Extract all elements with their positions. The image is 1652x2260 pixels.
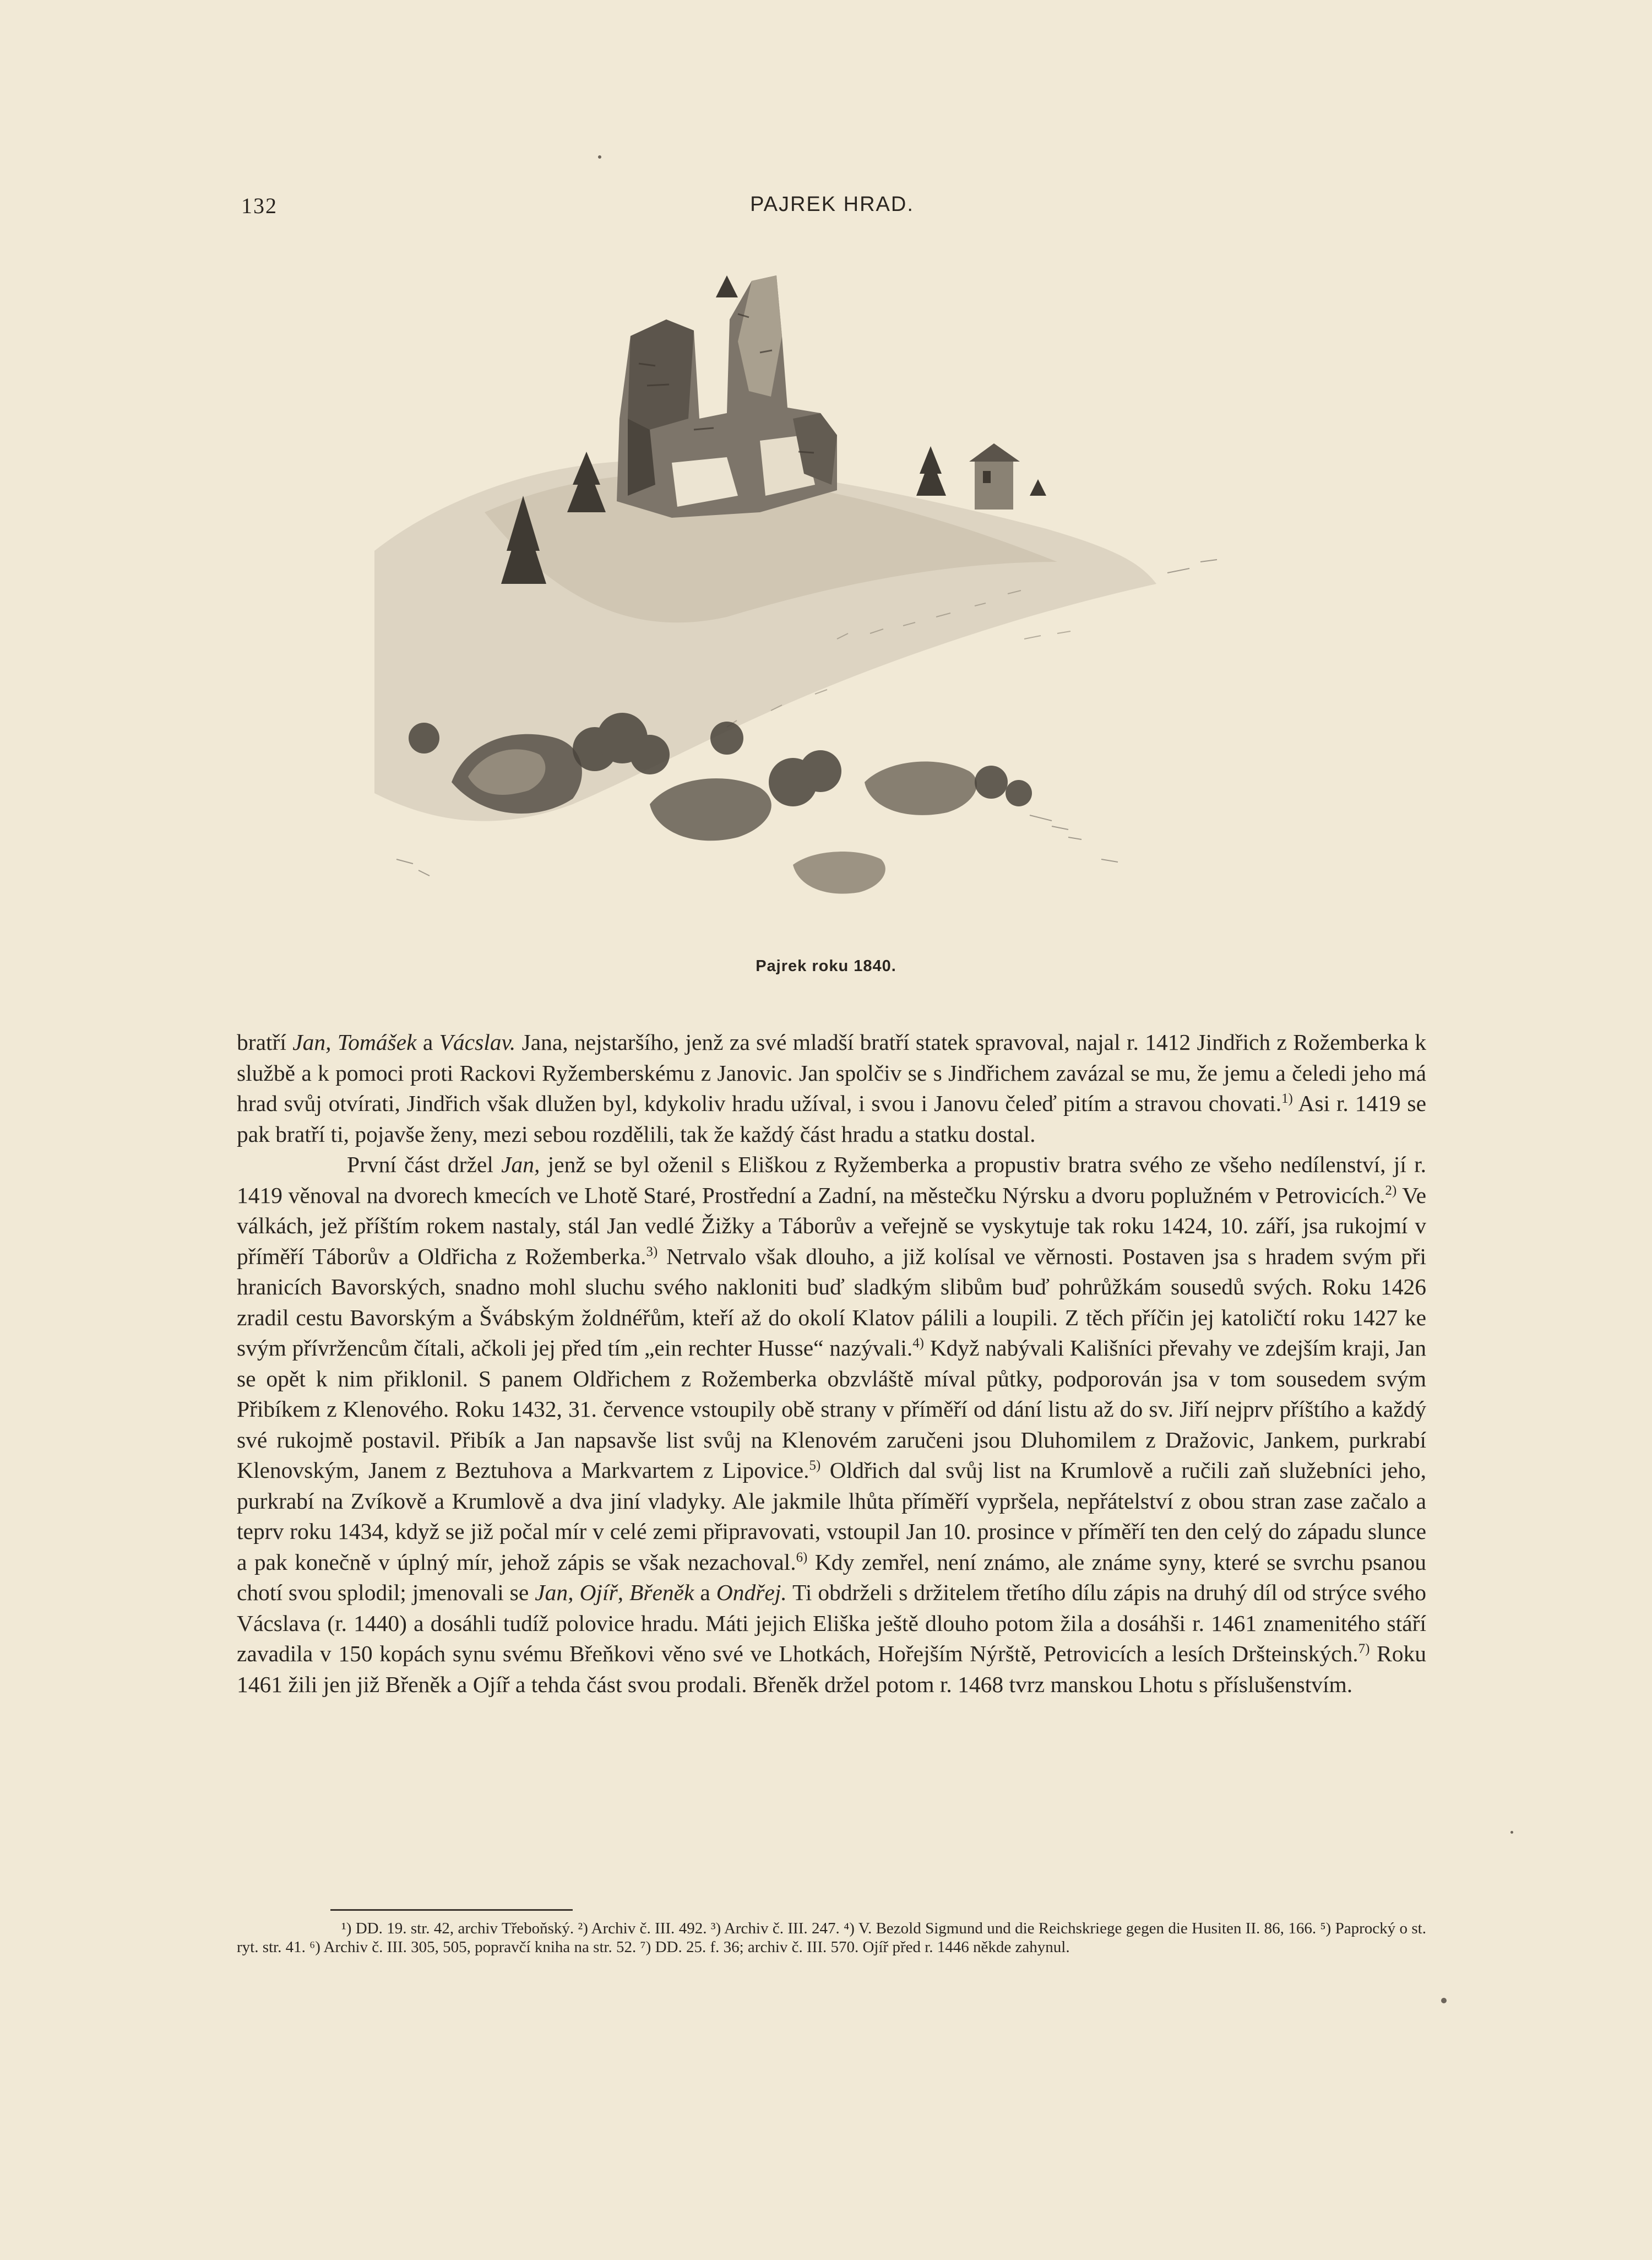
page-number: 132: [241, 193, 278, 218]
castle-ruin: [617, 275, 837, 518]
text-run: Ti obdrželi s držitelem třetího dílu zápis na druhý díl od strýce svého Vácslava (r. 1440) a dosáhli tudíž polovice hradu. Máti jejich Eliška ještě dlouho potom žila a dosáhši r. 1461 znamenitého stáří zavadila v 150 kopách synu svému Břeňkovi věno své ve Lhotkách, Hořejším Nýrště, Petrovicích a lesích Dršteinských.: [237, 1580, 1426, 1666]
paper-speck: [598, 155, 601, 159]
paragraph-1: [237, 1027, 1426, 1150]
italic-names: Vácslav.: [439, 1029, 516, 1055]
footnote-rule: [330, 1909, 573, 1911]
footnote-marker[interactable]: 5): [809, 1458, 821, 1473]
footnote-marker[interactable]: 3): [646, 1244, 658, 1259]
text-run: Roku 1461 žili jen již Břeněk a Ojíř a tehda část svou prodali. Břeněk držel potom r. 1468 tvrz manskou Lhotu s příslušenstvím.: [237, 1641, 1426, 1697]
text-run: jenž se byl oženil s Eliškou z Ryžemberka a propustiv bratra svého ze všeho nedílenství, jí r. 1419 věnoval na dvorech kmecích ve Lhotě Staré, Prostřední a Zadní, na městečku Nýrsku a dvoru poplužném v Petrovicích.: [237, 1152, 1426, 1208]
footnote-marker[interactable]: 4): [912, 1336, 924, 1351]
castle-ruin-illustration: [341, 253, 1377, 936]
text-run: Kdy zemřel, není známo, ale známe syny, které se svrchu psanou chotí svou splodil; jmenovali se: [237, 1549, 1426, 1605]
italic-names: Jan, Tomášek: [292, 1029, 417, 1055]
body-text: [237, 1027, 1426, 1700]
illustration-caption: Pajrek roku 1840.: [756, 957, 896, 975]
footnotes: [237, 1919, 1426, 1957]
text-run: Když nabývali Kališníci převahy ve zdejším kraji, Jan se opět k nim přiklonil. S panem Oldřichem z Rožemberka obzvláště míval půtky, podporován jsa v tom sousedem svým Přibíkem z Klenového. Roku 1432, 31. července vstoupily obě strany v příměří od dání listu až do sv. Jiří nejprv příštího a každý své rukojmě postavil. Přibík a Jan napsavše list svůj na Klenovém zaručeni jsou Dluhomilem z Dražovic, Jankem, purkrabí Klenovským, Janem z Beztuhova a Markvartem z Lipovice.: [237, 1335, 1426, 1483]
text-run: Netrvalo však dlouho, a již kolísal ve věrnosti. Postaven jsa s hradem svým při hranicích Bavorských, snadno mohl sluchu svého nakloniti buď sladkým slibům buď pohrůžkám sousedů svých. Roku 1426 zradil cestu Bavorským a Švábským žoldnéřům, kteří až do okolí Klatov pálili a loupili. Z těch příčin jej katoličtí roku 1427 ke svým přívržencům čítali, ačkoli jej před tím „ein rechter Husse“ nazývali.: [237, 1243, 1426, 1361]
text-run: a: [694, 1580, 716, 1605]
footnote-marker[interactable]: 7): [1358, 1641, 1370, 1657]
running-head: PAJREK HRAD.: [750, 193, 914, 216]
text-run: a: [416, 1029, 439, 1055]
italic-names: Jan,: [501, 1152, 540, 1177]
paper-speck: [1510, 1831, 1513, 1834]
footnote-marker[interactable]: 1): [1281, 1091, 1293, 1107]
text-run: Jana, nejstaršího, jenž za své mladší bratří statek spravoval, najal r. 1412 Jindřich z Rožemberka k službě a k pomoci proti Rackovi Ryžemberskému z Janovic. Jan spolčiv se s Jindřichem zavázal se mu, že jemu a čeledi jeho má hrad svůj otvírati, Jindřich však dlužen byl, kdykoliv hradu užíval, i svou i Janovu čeleď pitím a stravou chovati.: [237, 1029, 1426, 1116]
page-header: [241, 193, 1423, 226]
footnote-marker[interactable]: 6): [796, 1549, 808, 1565]
footnote-marker[interactable]: 2): [1385, 1183, 1397, 1198]
paragraph-2: [237, 1150, 1426, 1700]
text-run: První část držel: [347, 1152, 502, 1177]
text-run: Ve válkách, jež příštím rokem nastaly, stál Jan vedlé Žižky a Táborův a veřejně se vyskytuje tak roku 1424, 10. září, jsa rukojmí v příměří Táborův a Oldřicha z Rožemberka.: [237, 1182, 1426, 1269]
footnote-text: ¹) DD. 19. str. 42, archiv Třeboňský. ²) Archiv č. III. 492. ³) Archiv č. III. 247. ⁴) V. Bezold Sigmund und die Reichskriege gegen die Husiten II. 86, 166. ⁵) Paprocký o st. ryt. str. 41. ⁶) Archiv č. III. 305, 505, popravčí kniha na str. 52. ⁷) DD. 25. f. 36; archiv č. III. 570. Ojíř před r. 1446 někde zahynul.: [237, 1920, 1426, 1956]
italic-names: Jan, Ojíř, Břeněk: [535, 1580, 694, 1605]
italic-names: Ondřej.: [716, 1580, 787, 1605]
text-run: bratří: [237, 1029, 293, 1055]
text-run: Asi r. 1419 se pak bratří ti, pojavše ženy, mezi sebou rozdělili, tak že každý část hradu a statku dostal.: [237, 1091, 1427, 1147]
paper-speck: [1441, 1998, 1447, 2003]
text-run: Oldřich dal svůj list na Krumlově a ručili zaň služebníci jeho, purkrabí na Zvíkově a Krumlově a dva jiní vladyky. Ale jakmile lhůta příměří vypršela, nepřátelství z obou stran zase začalo a teprv roku 1434, když se již počal mír v celé zemi připravovati, vstoupil Jan 10. prosince v příměří ten den celý do západu slunce a pak konečně v úplný mír, jehož zápis se však nezachoval.: [237, 1457, 1426, 1575]
small-tower: [969, 443, 1020, 510]
